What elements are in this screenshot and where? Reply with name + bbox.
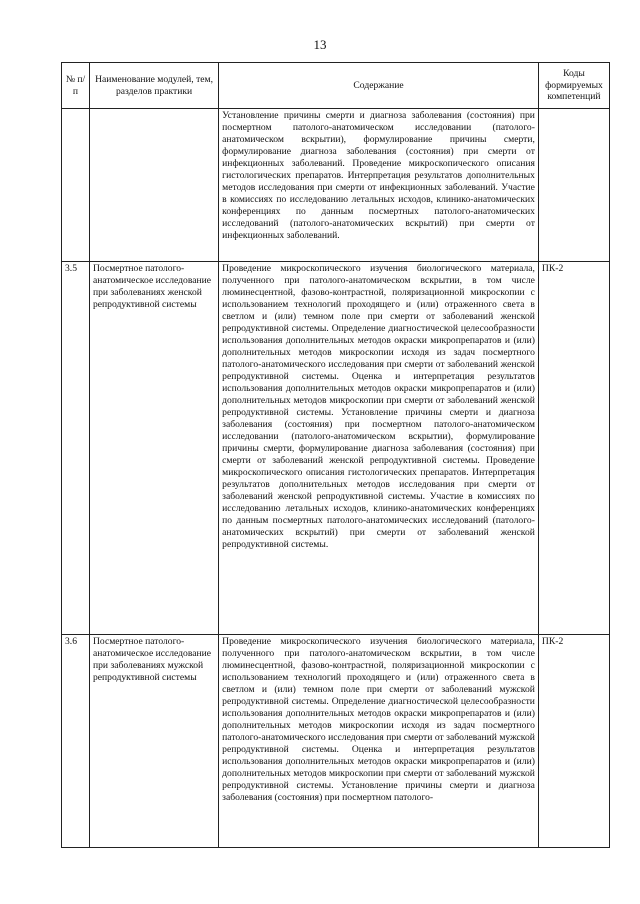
row-codes	[538, 109, 609, 262]
table-row	[62, 109, 610, 262]
header-content: Содержание	[219, 63, 539, 109]
row-num	[62, 109, 90, 262]
header-module: Наименование модулей, тем, разделов практики	[89, 63, 218, 109]
row-codes: ПК-2	[538, 635, 609, 848]
row-content: Проведение микроскопического изучения биологического материала, полученного при патолого-анатомическом вскрытии, в том числе люминесцентной, фазово-контрастной, поляризационной микроскопии с использованием технологий проходящего и (или) отраженного света в светлом и (или) темном поле при смерти от заболеваний мужской репродуктивной системы. Определение диагностической целесообразности использования дополнительных методов окраски микропрепаратов и (или) дополнительных методов микроскопии исходя из задач посмертного патолого-анатомического исследования при смерти от заболеваний мужской репродуктивной системы. Оценка и интерпретация результатов использования дополнительных методов окраски микропрепаратов и (или) дополнительных методов микроскопии при смерти от заболеваний мужской репродуктивной системы. Установление причины смерти и диагноза заболевания (состояния) при посмертном патолого-	[219, 635, 539, 848]
header-num: № п/п	[62, 63, 90, 109]
row-content: Установление причины смерти и диагноза заболевания (состояния) при посмертном патолого-анатомическом исследовании (патолого-анатомическом вскрытии), формулирование причины смерти, формулирование диагноза заболевания (состояния) при смерти от инфекционных заболеваний. Проведение микроскопического описания гистологических препаратов. Интерпретация результатов дополнительных методов исследования при смерти от инфекционных заболеваний. Участие в комиссиях по исследованию летальных исходов, клинико-анатомических конференциях по данным посмертных патолого-анатомических исследований (патолого-анатомических вскрытий) при смерти от инфекционных заболеваний.	[219, 109, 539, 262]
row-content: Проведение микроскопического изучения биологического материала, полученного при патолого-анатомическом вскрытии, в том числе люминесцентной, фазово-контрастной, поляризационной микроскопии с использованием технологий проходящего и (или) отраженного света в светлом и (или) темном поле при смерти от заболеваний женской репродуктивной системы. Определение диагностической целесообразности использования дополнительных методов окраски микропрепаратов и (или) дополнительных методов микроскопии исходя из задач посмертного патолого-анатомического исследования при смерти от заболеваний женской репродуктивной системы. Оценка и интерпретация результатов использования дополнительных методов окраски микропрепаратов и (или) дополнительных методов микроскопии при смерти от заболеваний женской репродуктивной системы. Установление причины смерти и диагноза заболевания (состояния) при посмертном патолого-анатомическом исследовании (патолого-анатомическом вскрытии), формулирование причины смерти, формулирование диагноза заболевания (состояния) при смерти от заболеваний женской репродуктивной системы. Проведение микроскопического описания гистологических препаратов. Интерпретация результатов дополнительных методов исследования при смерти от заболеваний женской репродуктивной системы. Участие в комиссиях по исследованию летальных исходов, клинико-анатомических конференциях по данным посмертных патолого-анатомических исследований (патолого-анатомических вскрытий) при смерти от заболеваний женской репродуктивной системы.	[219, 262, 539, 635]
row-module: Посмертное патолого-анатомическое исследование при заболеваниях женской репродуктивной системы	[89, 262, 218, 635]
row-module: Посмертное патолого-анатомическое исследование при заболеваниях мужской репродуктивной системы	[89, 635, 218, 848]
table-row	[62, 262, 610, 635]
row-num: 3.6	[62, 635, 90, 848]
header-codes: Коды формируемых компетенций	[538, 63, 609, 109]
table-header-row	[62, 63, 610, 109]
row-num: 3.5	[62, 262, 90, 635]
row-codes: ПК-2	[538, 262, 609, 635]
page-number: 13	[313, 37, 327, 52]
practice-modules-table	[61, 62, 610, 848]
row-module	[89, 109, 218, 262]
table-row	[62, 635, 610, 848]
